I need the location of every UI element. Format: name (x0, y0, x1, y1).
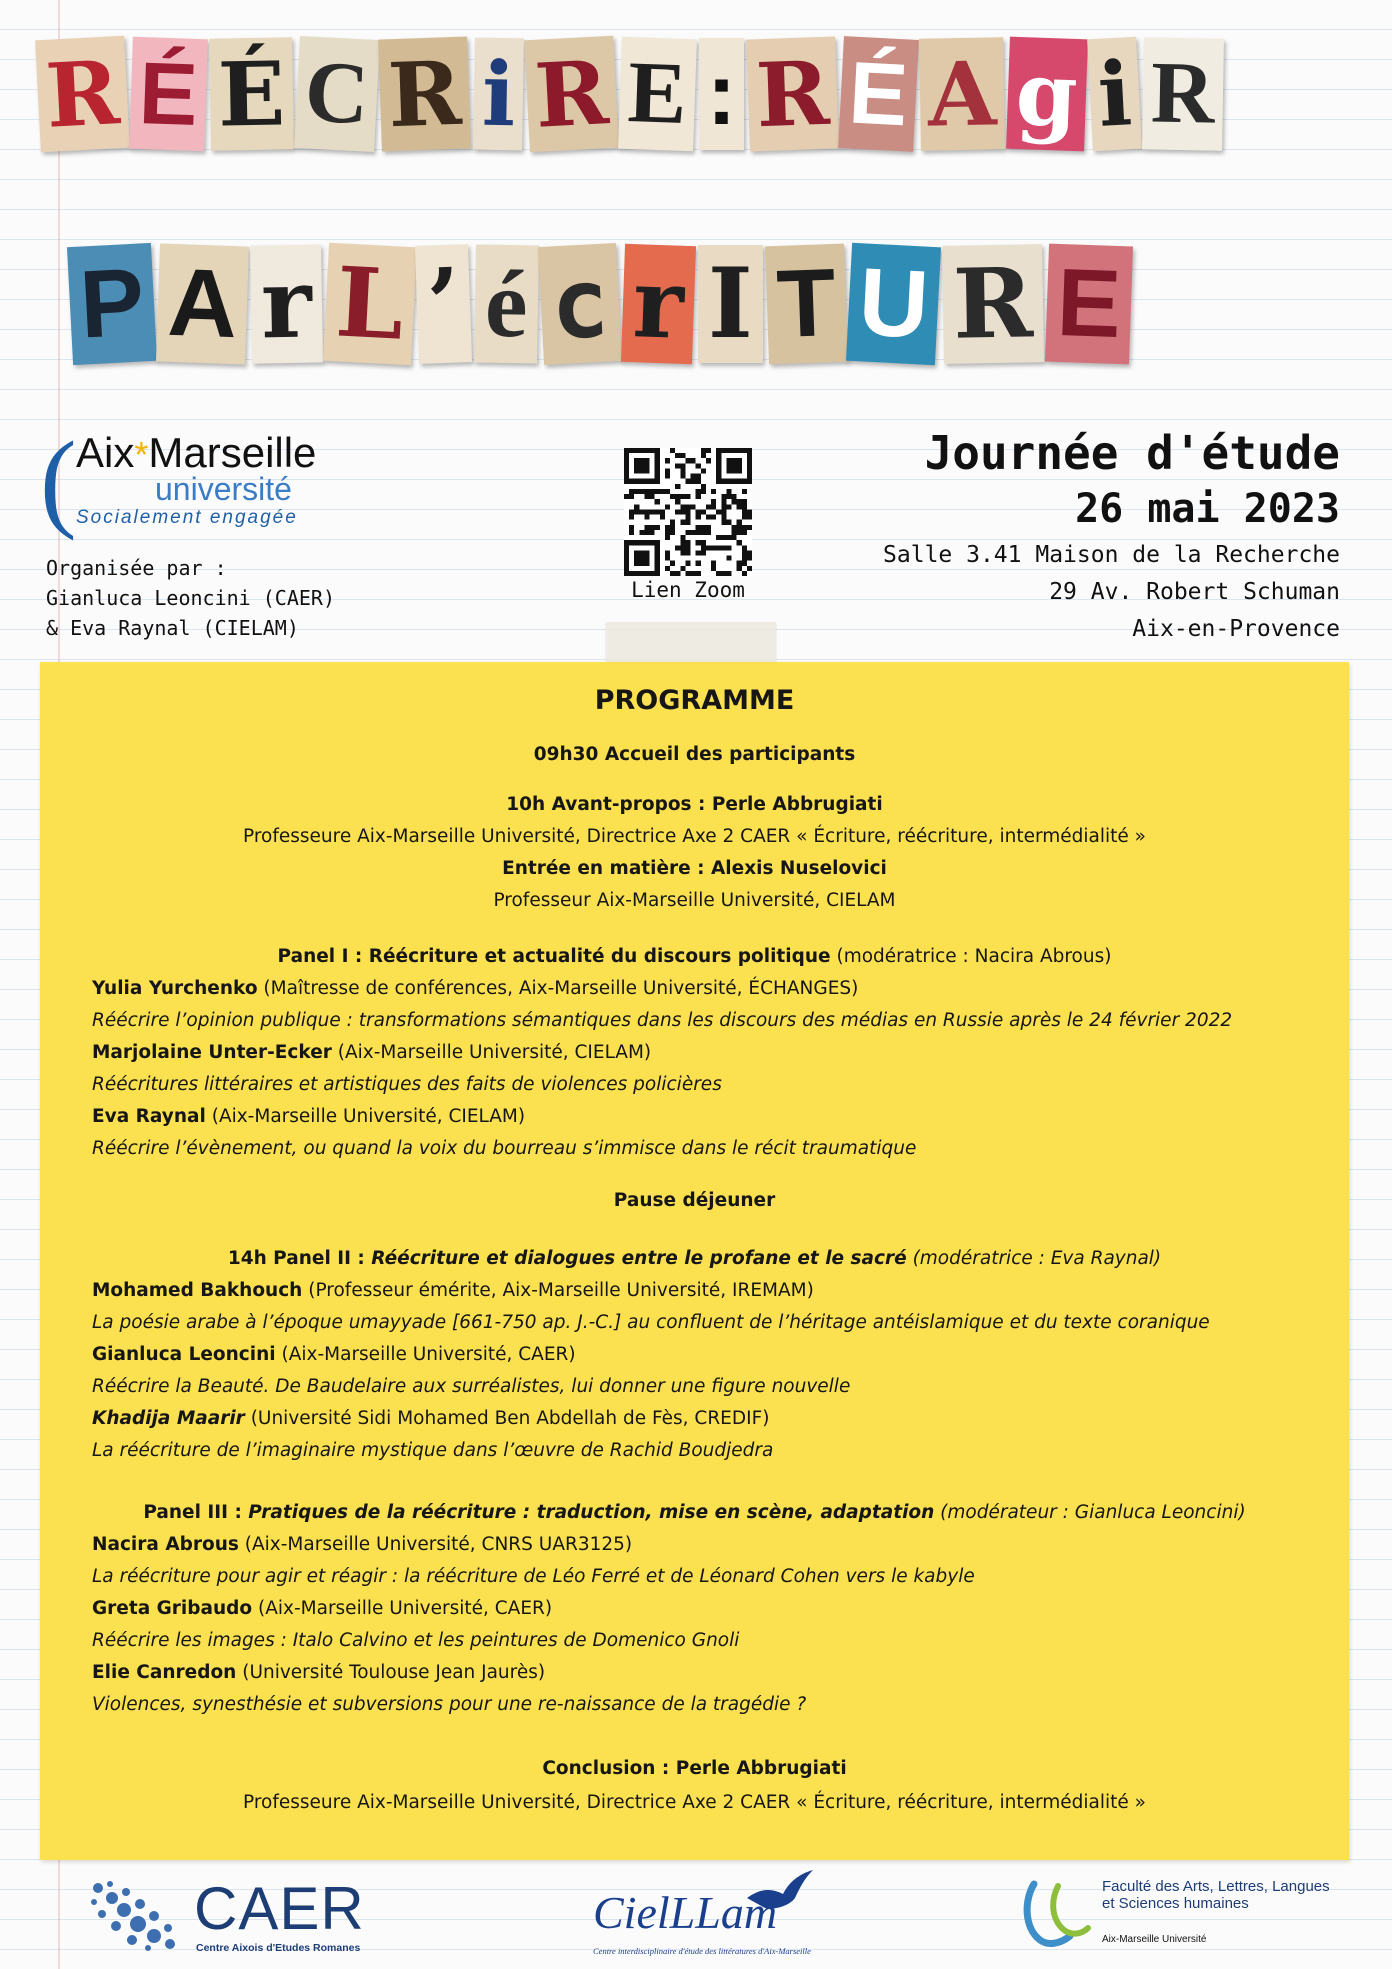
title-row-1 (38, 38, 1227, 150)
programme-heading: PROGRAMME (594, 685, 795, 716)
panel-1-talk-2: Réécritures littéraires et artistiques des faits de violences policières (92, 1074, 722, 1095)
panel-1-speaker-3: Eva Raynal (Aix-Marseille Université, CIELAM) (92, 1106, 526, 1127)
panel-3-speaker-1: Nacira Abrous (Aix-Marseille Université, CNRS UAR3125) (92, 1534, 633, 1555)
falsh-university: Aix-Marseille Université (1102, 1934, 1207, 1945)
cielam-name: CielLLam (593, 1887, 778, 1938)
panel-3-speaker-3: Elie Canredon (Université Toulouse Jean Jaurès) (92, 1662, 546, 1683)
accueil: 09h30 Accueil des participants (533, 744, 856, 765)
title-letter-tile: A (156, 243, 249, 364)
panel-3-speaker-2: Greta Gribaudo (Aix-Marseille Université, CAER) (92, 1598, 553, 1619)
zoom-link-caption[interactable]: Lien Zoom (631, 578, 745, 602)
title-letter-tile: g (1006, 37, 1087, 152)
event-info (883, 425, 1340, 646)
caer-name: CAER (194, 1875, 365, 1942)
panel-1-speaker-1: Yulia Yurchenko (Maîtresse de conférences, Aix-Marseille Université, ÉCHANGES) (92, 978, 859, 999)
panel-2-speaker-1: Mohamed Bakhouch (Professeur émérite, Aix-Marseille Université, IREMAM) (92, 1280, 814, 1301)
event-title: Journée d'étude (924, 426, 1340, 480)
amu-logo-tagline: Socialement engagée (76, 507, 298, 528)
title-letter-tile: C (294, 36, 379, 152)
organisers (46, 553, 335, 643)
panel-3-heading: Panel III : Pratiques de la réécriture : traduction, mise en scène, adaptation (modérateur : Gianluca Leoncini) (143, 1502, 1246, 1523)
title-letter-tile: A (919, 37, 1005, 150)
title-letter-tile: R (942, 244, 1044, 364)
panel-1-talk-3: Réécrire l’évènement, ou quand la voix du bourreau s’immisce dans le récit traumatique (92, 1138, 917, 1159)
panel-1-speaker-2: Marjolaine Unter-Ecker (Aix-Marseille Université, CIELAM) (92, 1042, 652, 1063)
event-date: 26 mai 2023 (1075, 486, 1340, 532)
panel-2-talk-1: La poésie arabe à l’époque umayyade [661-750 ap. J.-C.] au confluent de l’héritage antéislamique et du texte coranique (92, 1312, 1210, 1333)
title-letter-tile: L (323, 243, 417, 365)
title-letter-tile: i (473, 38, 524, 151)
cielam-logo (585, 1868, 825, 1963)
organisers-label: Organisée par : (46, 556, 227, 580)
title-letter-tile: r (250, 244, 323, 363)
zoom-qr-code[interactable] (624, 448, 752, 576)
title-letter-tile: E (618, 37, 697, 152)
title-letter-tile: c (538, 243, 622, 365)
entree-en-matiere: Entrée en matière : Alexis Nuselovici (502, 858, 887, 879)
avant-propos: 10h Avant-propos : Perle Abbrugiati (506, 794, 883, 815)
caer-logo (88, 1868, 368, 1963)
title-letter-tile: É (129, 37, 208, 152)
cielam-subtitle: Centre interdisciplinaire d'étude des littératures d'Aix-Marseille (593, 1946, 811, 1956)
amu-logo-paren-icon: ( (40, 419, 77, 541)
title-letter-tile: R (379, 36, 472, 151)
title-letter-tile: É (209, 37, 294, 150)
organiser-2: & Eva Raynal (CIELAM) (46, 616, 299, 640)
title-row-2 (70, 245, 1135, 363)
event-venue-city: Aix-en-Provence (1132, 616, 1340, 642)
title-letter-tile: r (621, 244, 696, 364)
panel-3-talk-3: Violences, synesthésie et subversions pour une re-naissance de la tragédie ? (92, 1694, 807, 1715)
falsh-name: Faculté des Arts, Lettres, Langues et Sciences humaines (1102, 1878, 1330, 1912)
falsh-mark-icon (1020, 1880, 1092, 1950)
title-letter-tile: R (746, 36, 839, 151)
amu-logo (40, 419, 370, 541)
panel-3-talk-2: Réécrire les images : Italo Calvino et les peintures de Domenico Gnoli (92, 1630, 740, 1651)
title-letter-tile: E (1044, 244, 1132, 365)
title-letter-tile: é (474, 244, 539, 363)
title-letter-tile: I (698, 245, 763, 363)
title-letter-tile: ’ (415, 244, 473, 364)
panel-3-talk-1: La réécriture pour agir et réagir : la réécriture de Léo Ferré et de Léonard Cohen vers le kabyle (92, 1566, 975, 1587)
programme-panel (40, 662, 1349, 1860)
entree-role: Professeur Aix-Marseille Université, CIELAM (493, 890, 896, 911)
panel-1-heading: Panel I : Réécriture et actualité du discours politique (modératrice : Nacira Abrous) (277, 946, 1112, 967)
amu-logo-name: Aix*Marseille (76, 429, 317, 476)
avant-propos-role: Professeure Aix-Marseille Université, Directrice Axe 2 CAER « Écriture, réécriture, intermédialité » (243, 826, 1146, 847)
panel-2-speaker-3: Khadija Maarir (Université Sidi Mohamed Ben Abdellah de Fès, CREDIF) (92, 1408, 770, 1429)
panel-2-talk-3: La réécriture de l’imaginaire mystique dans l’œuvre de Rachid Boudjedra (92, 1440, 774, 1461)
event-venue-street: 29 Av. Robert Schuman (1049, 579, 1340, 605)
title-letter-tile: É (838, 36, 918, 152)
amu-logo-universite: université (155, 471, 292, 507)
title-letter-tile: R (524, 36, 619, 153)
title-letter-tile: R (1142, 37, 1224, 150)
organiser-1: Gianluca Leoncini (CAER) (46, 586, 335, 610)
conclusion-role: Professeure Aix-Marseille Université, Directrice Axe 2 CAER « Écriture, réécriture, intermédialité » (243, 1792, 1146, 1813)
title-letter-tile: U (846, 243, 941, 366)
title-letter-tile: P (67, 243, 157, 365)
amu-star-icon: * (134, 434, 149, 475)
pause-dejeuner: Pause déjeuner (613, 1190, 776, 1211)
title-letter-tile: : (699, 38, 744, 150)
conclusion: Conclusion : Perle Abbrugiati (542, 1758, 847, 1779)
panel-1-talk-1: Réécrire l’opinion publique : transformations sémantiques dans les discours des médias en Russie après le 24 février 2022 (92, 1010, 1233, 1031)
panel-2-heading: 14h Panel II : Réécriture et dialogues entre le profane et le sacré (modératrice : Eva Raynal) (227, 1248, 1162, 1269)
caer-dots-icon (88, 1878, 183, 1953)
title-letter-tile: R (35, 36, 130, 153)
panel-2-speaker-2: Gianluca Leoncini (Aix-Marseille Université, CAER) (92, 1344, 576, 1365)
title-letter-tile: i (1087, 37, 1142, 151)
title-letter-tile: T (765, 244, 848, 365)
falsh-logo (1020, 1868, 1350, 1963)
panel-2-talk-2: Réécrire la Beauté. De Baudelaire aux surréalistes, lui donner une figure nouvelle (92, 1376, 851, 1397)
event-venue-room: Salle 3.41 Maison de la Recherche (883, 542, 1340, 568)
caer-subtitle: Centre Aixois d'Etudes Romanes (196, 1942, 361, 1954)
